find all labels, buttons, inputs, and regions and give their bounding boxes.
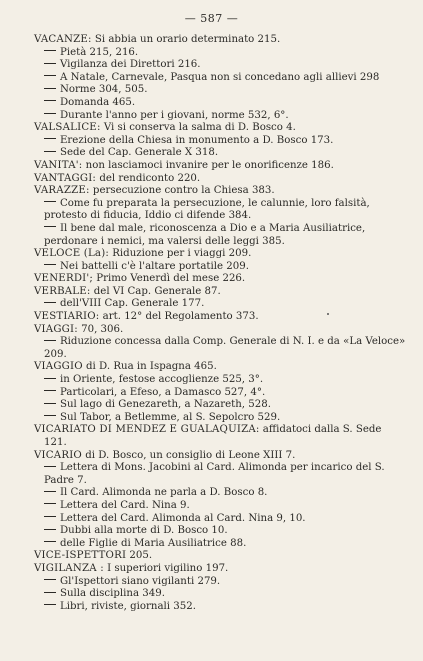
index-subentry: [34, 84, 406, 97]
entry-text: Lettera di Mons. Jacobini al Card. Alimonda per incarico del S. Padre 7.: [44, 462, 385, 486]
entry-heading: VALSALICE:: [34, 122, 101, 134]
subentry-dash: [44, 226, 56, 227]
entry-text: persecuzione contro la Chiesa 383.: [89, 185, 275, 197]
subentry-dash: [44, 50, 56, 51]
index-subentry: [34, 538, 406, 551]
subentry-dash: [44, 113, 56, 114]
index-subentry: [34, 135, 406, 148]
entry-text: Il Card. Alimonda ne parla a D. Bosco 8.: [60, 487, 268, 499]
entry-text: Sulla disciplina 349.: [60, 588, 165, 600]
entry-text: in Oriente, festose accoglienze 525, 3°.: [60, 374, 264, 386]
subentry-dash: [44, 340, 56, 341]
entry-heading: VELOCE (La):: [34, 248, 110, 260]
entry-text: Erezione della Chiesa in monumento a D. Bosco 173.: [60, 134, 334, 146]
subentry-dash: [44, 151, 56, 152]
subentry-dash: [44, 491, 56, 492]
index-entry: [34, 173, 406, 186]
entry-text: del VI Cap. Generale 87.: [90, 285, 221, 297]
index-subentry: [34, 97, 406, 110]
index-subentry: [34, 462, 406, 487]
index-subentry: [34, 525, 406, 538]
entry-text: Nei battelli c'è l'altare portatile 209.: [60, 260, 249, 272]
index-subentry: [34, 513, 406, 526]
entry-text: Sul lago di Genezareth, a Nazareth, 528.: [60, 399, 271, 411]
entry-heading: VICARIATO DI MENDEZ E GUALAQUIZA:: [34, 424, 260, 436]
entry-text: Libri, riviste, giornali 352.: [60, 600, 196, 612]
entry-text: Dubbi alla morte di D. Bosco 10.: [60, 525, 228, 537]
subentry-dash: [44, 415, 56, 416]
entry-text: Come fu preparata la persecuzione, le calunnie, loro falsità, protesto di fiducia, Iddio ci difende 384.: [44, 197, 370, 222]
subentry-dash: [44, 264, 56, 265]
entry-text: 205.: [126, 550, 153, 562]
subentry-dash: [44, 378, 56, 379]
index-entry: [34, 311, 406, 324]
entry-text: Gl'Ispettori siano vigilanti 279.: [60, 575, 221, 587]
subentry-dash: [44, 516, 56, 517]
entry-text: Primo Venerdì del mese 226.: [93, 273, 246, 285]
entry-text: I superiori vigilino 197.: [103, 562, 229, 574]
entry-text: Vigilanza dei Direttori 216.: [60, 59, 201, 71]
subentry-dash: [44, 529, 56, 530]
entry-heading: VICE-ISPETTORI: [34, 550, 127, 562]
entry-text: Riduzione concessa dalla Comp. Generale di N. I. e da «La Veloce» 209.: [44, 336, 406, 360]
index-subentry: [34, 72, 406, 85]
index-subentry: [34, 198, 406, 223]
subentry-dash: [44, 390, 56, 391]
index-entry: [34, 324, 406, 337]
index-subentry: [34, 261, 406, 274]
index-entry: [34, 34, 406, 47]
entry-text: Particolari, a Efeso, a Damasco 527, 4°.: [60, 386, 266, 398]
index-entry: [34, 286, 406, 299]
entry-text: Lettera del Card. Alimonda al Card. Nina 9, 10.: [60, 512, 306, 524]
entry-text: Vi si conserva la salma di D. Bosco 4.: [100, 122, 296, 134]
index-subentry: [34, 487, 406, 500]
subentry-dash: [44, 302, 56, 303]
entry-text: di D. Bosco, un consiglio di Leone XIII 7.: [81, 449, 296, 461]
index-subentry: [34, 412, 406, 425]
entry-heading: VICARIO: [34, 449, 82, 461]
entry-heading: VERBALE:: [34, 285, 91, 297]
entry-text: Domanda 465.: [60, 96, 136, 108]
index-subentry: [34, 374, 406, 387]
index-subentry: [34, 601, 406, 614]
ink-speck: [327, 313, 329, 315]
index-entries: [34, 34, 406, 613]
entry-text: Riduzione per i viaggi 209.: [109, 248, 252, 260]
index-subentry: [34, 223, 406, 248]
entry-text: Lettera del Card. Nina 9.: [60, 499, 190, 511]
entry-heading: VANITA':: [34, 159, 83, 171]
entry-text: Durante l'anno per i giovani, norme 532, 6°.: [60, 109, 289, 121]
entry-heading: VACANZE:: [34, 34, 92, 45]
entry-text: art. 12° del Regolamento 373.: [99, 311, 259, 323]
index-subentry: [34, 298, 406, 311]
subentry-dash: [44, 541, 56, 542]
subentry-dash: [44, 403, 56, 404]
subentry-dash: [44, 138, 56, 139]
entry-text: Si abbia un orario determinato 215.: [91, 34, 281, 45]
entry-text: 70, 306.: [77, 323, 124, 335]
subentry-dash: [44, 201, 56, 202]
page-number: — 587 —: [184, 12, 239, 25]
index-entry: [34, 122, 406, 135]
subentry-dash: [44, 604, 56, 605]
entry-text: Sede del Cap. Generale X 318.: [60, 147, 219, 159]
index-subentry: [34, 576, 406, 589]
entry-text: Pietà 215, 216.: [60, 46, 139, 58]
entry-text: Il bene dal male, riconoscenza a Dio e a Maria Ausiliatrice, perdonare i nemici, ma valersi delle leggi 385.: [44, 222, 366, 247]
entry-text: Norme 304, 505.: [60, 84, 148, 96]
index-entry: [34, 424, 406, 449]
entry-text: non lasciamoci invanire per le onorificenze 186.: [82, 159, 334, 171]
subentry-dash: [44, 88, 56, 89]
index-entry: [34, 563, 406, 576]
subentry-dash: [44, 63, 56, 64]
index-subentry: [34, 336, 406, 361]
entry-heading: VENERDI';: [34, 273, 94, 285]
entry-text: dell'VIII Cap. Generale 177.: [60, 298, 205, 310]
index-entry: [34, 550, 406, 563]
entry-text: Sul Tabor, a Betlemme, al S. Sepolcro 529.: [60, 411, 281, 423]
index-entry: [34, 450, 406, 463]
subentry-dash: [44, 503, 56, 504]
index-subentry: [34, 59, 406, 72]
entry-heading: VIAGGIO: [34, 361, 83, 373]
entry-text: di D. Rua in Ispagna 465.: [82, 361, 217, 373]
entry-heading: VIGILANZA :: [34, 562, 104, 574]
entry-heading: VIAGGI:: [34, 323, 78, 335]
index-subentry: [34, 387, 406, 400]
subentry-dash: [44, 579, 56, 580]
index-subentry: [34, 147, 406, 160]
entry-text: del rendiconto 220.: [96, 172, 201, 184]
entry-heading: VANTAGGI:: [34, 172, 97, 184]
entry-heading: VESTIARIO:: [34, 311, 100, 323]
index-subentry: [34, 588, 406, 601]
entry-heading: VARAZZE:: [34, 185, 90, 197]
index-entry: [34, 185, 406, 198]
index-entry: [34, 361, 406, 374]
subentry-dash: [44, 100, 56, 101]
index-entry: [34, 248, 406, 261]
index-subentry: [34, 500, 406, 513]
index-subentry: [34, 399, 406, 412]
index-entry: [34, 273, 406, 286]
subentry-dash: [44, 466, 56, 467]
index-subentry: [34, 47, 406, 60]
index-entry: [34, 160, 406, 173]
entry-text: delle Figlie di Maria Ausiliatrice 88.: [60, 537, 247, 549]
entry-text: affidatoci dalla S. Sede 121.: [44, 424, 382, 448]
subentry-dash: [44, 75, 56, 76]
entry-text: A Natale, Carnevale, Pasqua non si concedano agli allievi 298: [60, 71, 380, 83]
index-subentry: [34, 110, 406, 123]
subentry-dash: [44, 592, 56, 593]
